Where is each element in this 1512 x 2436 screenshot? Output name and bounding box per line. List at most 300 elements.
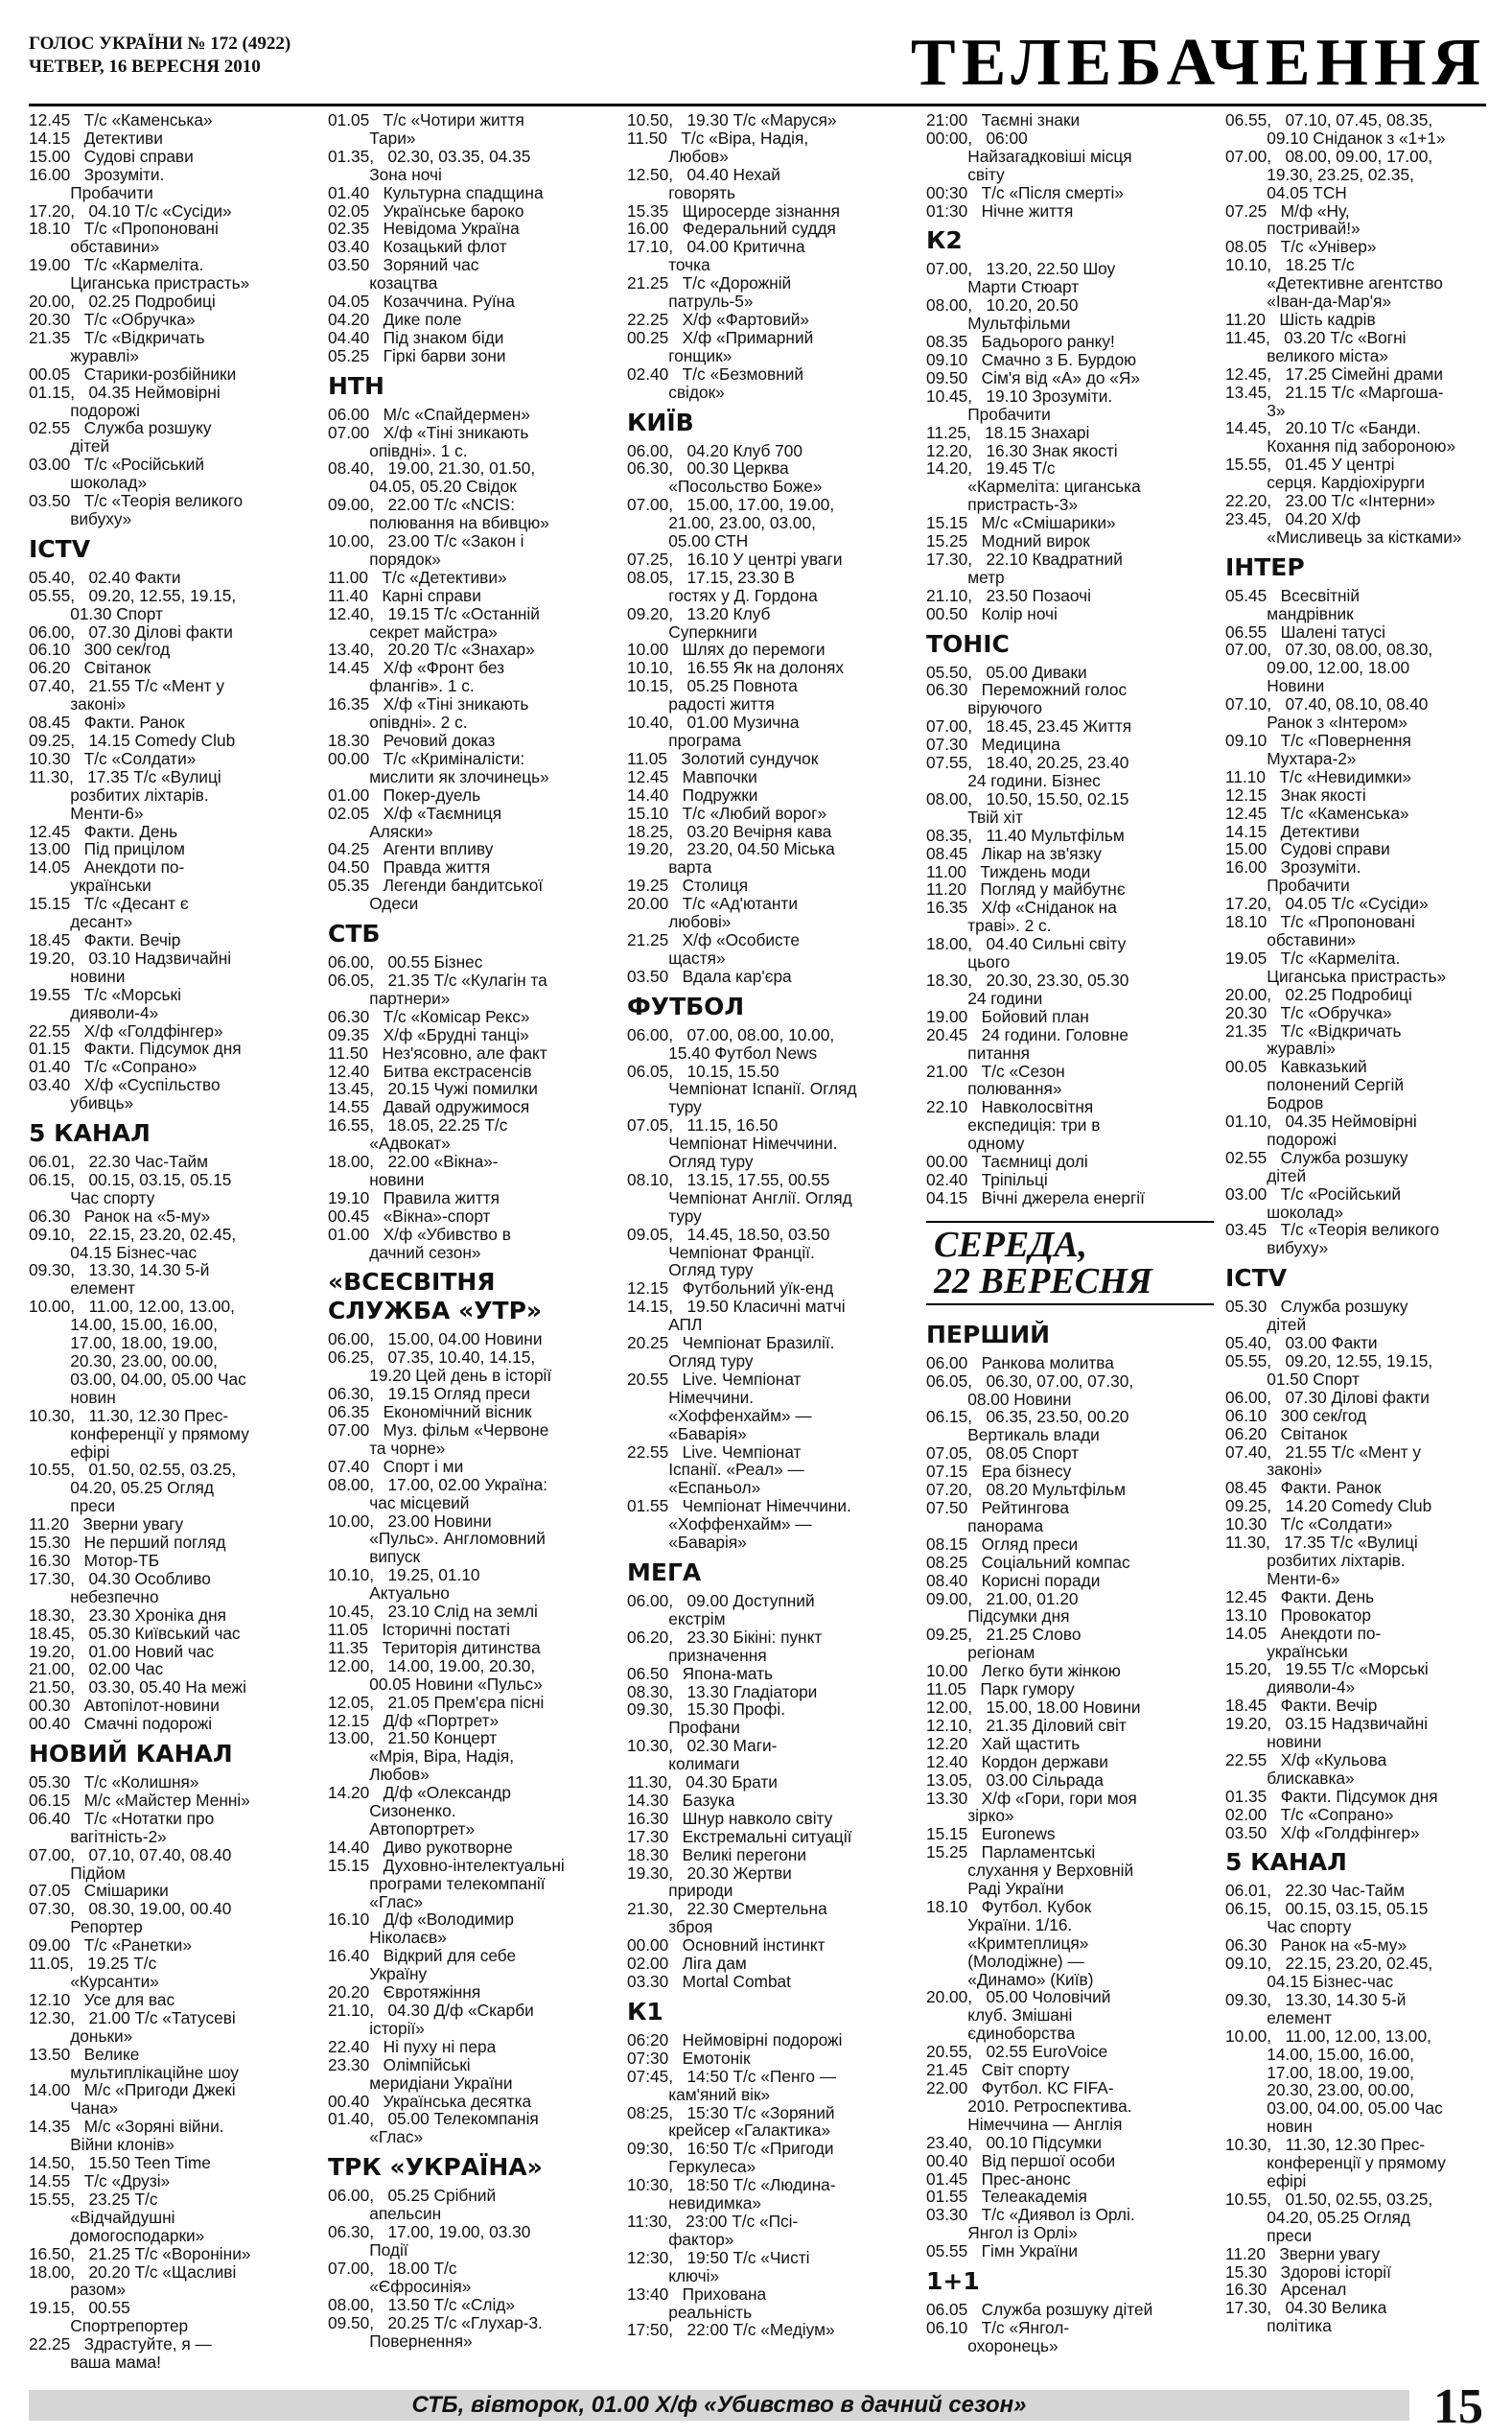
programme-line: преси — [1225, 2225, 1313, 2245]
programme-line: десант» — [29, 912, 133, 932]
programme-line: ключі» — [627, 2265, 720, 2285]
programme-line: єдиноборства — [926, 2024, 1076, 2044]
programme-line: 13.00, 21.50 Концерт — [328, 1728, 498, 1748]
programme-line: патруль-5» — [627, 292, 754, 312]
channel-heading: ТРК «УКРАЇНА» — [328, 2153, 543, 2182]
programme-line: 06.50 Японa-мать — [627, 1663, 774, 1683]
programme-line: 18.30, 20.30, 23.30, 05.30 — [926, 970, 1129, 990]
programme-line: 05.30 Служба розшуку — [1225, 1297, 1408, 1317]
programme-line: 06:20 Неймовірні подорожі — [627, 2029, 843, 2050]
programme-line: 10:30, 18:50 Т/с «Людина- — [627, 2175, 836, 2195]
programme-line: щастя» — [627, 948, 726, 968]
programme-line: 18.30, 23.30 Хроніка дня — [29, 1604, 226, 1625]
programme-line: Чемпіонат Франції. — [627, 1242, 815, 1262]
programme-line: 12.15 Д/ф «Портрет» — [328, 1710, 500, 1730]
programme-line: 08.00, 10.50, 15.50, 02.15 — [926, 788, 1129, 808]
programme-line: 06.15, 06.35, 23.50, 00.20 — [926, 1407, 1129, 1427]
programme-line: 15.30 Здорові історії — [1225, 2261, 1391, 2282]
programme-line: 12.45 Факти. День — [1225, 1586, 1375, 1606]
channel-heading: НТН — [328, 371, 384, 400]
programme-line: 13.45, 20.15 Чужі помилки — [328, 1079, 538, 1099]
programme-line: 16.00 Зрозуміти. — [1225, 857, 1361, 878]
programme-line: свідок» — [627, 382, 725, 402]
programme-line: 04.15 Бізнес-час — [1225, 1972, 1394, 1991]
programme-line: новин — [1225, 2117, 1313, 2137]
programme-line: Любов» — [328, 1765, 430, 1785]
programme-line: 18.00, 20.20 Т/с «Щасливі — [29, 2261, 237, 2282]
programme-line: 09:30, 16:50 Т/с «Пригоди — [627, 2139, 834, 2159]
channel-heading: ІНТЕР — [1225, 552, 1305, 581]
programme-line: Підйом — [29, 1862, 126, 1883]
channel-heading: МЕГА — [627, 1558, 702, 1586]
programme-line: 20.00 Т/с «Ад'ютанти — [627, 894, 798, 914]
programme-line: полювання» — [926, 1079, 1062, 1099]
programme-line: Чемпіонат Англії. Огляд — [627, 1187, 852, 1207]
programme-line: 19.30, 20.30 Жертви — [627, 1862, 792, 1883]
programme-line: 01.35, 02.30, 03.35, 04.35 — [328, 146, 531, 166]
programme-line: партнери» — [328, 988, 451, 1008]
programme-line: 06.05, 06.30, 07.00, 07.30, — [926, 1370, 1134, 1391]
programme-line: Німеччина — Англія — [926, 2114, 1123, 2134]
programme-line: Чемпіонат Іспанії. Огляд — [627, 1079, 857, 1099]
programme-line: 15.35 Щиросерде зізнання — [627, 200, 840, 221]
programme-line: 19.05 Т/с «Кармеліта. — [1225, 948, 1401, 968]
channel-heading: ICTV — [1225, 1264, 1288, 1293]
programme-line: 07.25 М/ф «Ну, — [1225, 200, 1350, 221]
programme-line: законі» — [1225, 1460, 1323, 1480]
programme-line: цього — [926, 952, 1011, 972]
programme-line: 13.05, 03.00 Сільрада — [926, 1769, 1104, 1790]
programme-line: новини — [29, 966, 126, 986]
programme-line: 23.40, 00.10 Підсумки — [926, 2132, 1103, 2152]
programme-line: 16.10 Д/ф «Володимир — [328, 1909, 514, 1930]
programme-line: туру — [627, 1097, 702, 1117]
programme-line: 10.30, 11.30, 12.30 Прес- — [1225, 2135, 1426, 2155]
programme-line: 07.05, 08.05 Спорт — [926, 1443, 1080, 1464]
programme-line: політика — [1225, 2316, 1332, 2336]
programme-line: 15.00 Судові справи — [1225, 839, 1390, 859]
programme-line: 08.35 Бадьорого ранку! — [926, 332, 1115, 352]
programme-line: 05.55, 09.20, 12.55, 19.15, — [29, 585, 237, 605]
programme-line: зброя — [627, 1917, 713, 1937]
programme-line: 03.50 Зоряний час — [328, 255, 479, 275]
programme-line: Іспанії. «Реал» — — [627, 1460, 804, 1480]
programme-line: 20.30 Т/с «Обручка» — [1225, 1002, 1392, 1022]
programme-line: новини — [1225, 1732, 1322, 1752]
programme-line: 02.05 Українське бароко — [328, 200, 524, 221]
channel-heading: ICTV — [29, 534, 91, 563]
programme-line: Твій хіт — [926, 807, 1023, 827]
programme-line: Чемпіонат Німеччини. — [627, 1134, 838, 1154]
programme-line: Україну — [328, 1964, 428, 1984]
channel-heading: ТОНІС — [926, 629, 1010, 658]
programme-line: «Баварія» — [627, 1533, 747, 1553]
programme-line: 13.30 Х/ф «Гори, гори моя — [926, 1788, 1137, 1808]
programme-line: 17.20, 04.05 Т/с «Сусіди» — [1225, 894, 1429, 914]
programme-line: 17.30, 04.30 Особливо — [29, 1568, 211, 1588]
programme-line: Сизоненко. — [328, 1801, 456, 1821]
programme-line: 05.55, 09.20, 12.55, 19.15, — [1225, 1351, 1433, 1370]
programme-line: віруючого — [926, 698, 1043, 718]
programme-line: 20.25 Чемпіонат Бразилії. — [627, 1333, 835, 1353]
programme-line: «Глас» — [328, 1891, 424, 1911]
tv-column-1 — [29, 111, 316, 2372]
programme-line: 10.10, 16.55 Як на долонях — [627, 658, 845, 678]
programme-line: 04.40 Під знаком біди — [328, 327, 504, 347]
programme-line: 17.20, 04.10 Т/с «Сусіди» — [29, 200, 232, 221]
programme-line: Підсумки дня — [926, 1606, 1070, 1627]
programme-line: 13.00 Під прицілом — [29, 839, 185, 859]
programme-line: вагітність-2» — [29, 1826, 167, 1846]
programme-line: 08.00, 17.00, 02.00 Україна: — [328, 1474, 548, 1494]
programme-line: 06.10 Т/с «Янгол- — [926, 2317, 1070, 2337]
programme-line: природи — [627, 1881, 733, 1901]
programme-line: 06.00, 15.00, 04.00 Новини — [328, 1329, 543, 1349]
programme-line: 21.00, 23.00, 03.00, — [627, 513, 816, 533]
programme-line: «Баварія» — [627, 1423, 747, 1443]
programme-line: зірко» — [926, 1806, 1014, 1826]
programme-line: вибуху» — [29, 508, 132, 528]
programme-line: Суперкниги — [627, 621, 757, 642]
programme-line: 10.45, 19.10 Зрозуміти. — [926, 386, 1113, 406]
programme-line: 19.00 Бойовий план — [926, 1006, 1089, 1026]
day-banner — [926, 1221, 1214, 1305]
programme-line: 19.20 Цей день в історії — [328, 1366, 552, 1386]
programme-line: 16.40 Відкрий для себе — [328, 1946, 517, 1966]
programme-line: 15.15 М/с «Смішарики» — [926, 513, 1116, 533]
programme-line: Огляд туру — [627, 1260, 754, 1280]
programme-line: 09.25, 14.20 Comedy Club — [1225, 1496, 1432, 1516]
channel-heading: ФУТБОЛ — [627, 992, 745, 1020]
page-number: 15 — [1433, 2379, 1483, 2434]
programme-line: призначення — [627, 1645, 767, 1665]
programme-line: 19.25 Столиця — [627, 876, 749, 896]
programme-line: 14.55 Давай одружимося — [328, 1097, 530, 1117]
programme-line: 02.40 Т/с «Безмовний — [627, 363, 804, 384]
programme-line: 16.50, 21.25 Т/с «Вороніни» — [29, 2243, 251, 2263]
programme-line: 03.00, 04.00, 05.00 Час — [1225, 2098, 1443, 2119]
programme-line: 19.20, 01.00 Новий час — [29, 1641, 215, 1661]
programme-line: розбитих ліхтарів. — [1225, 1550, 1406, 1570]
programme-line: 01.40 Культурна спадщина — [328, 182, 544, 202]
programme-line: Війни клонів» — [29, 2135, 175, 2155]
programme-line: 18.25, 03.20 Вечірня кава — [627, 821, 832, 841]
programme-line: 01.35 Факти. Підсумок дня — [1225, 1786, 1438, 1806]
programme-line: 21.00 Т/с «Сезон — [926, 1061, 1065, 1081]
programme-line: невидимка» — [627, 2193, 761, 2213]
programme-line: 03.40 Козацький флот — [328, 237, 507, 257]
programme-line: 08.45 Факти. Ранок — [29, 713, 185, 733]
programme-line: 07.00, 18.45, 23.45 Життя — [926, 716, 1132, 737]
programme-line: 16.30 Шнур навколо світу — [627, 1808, 833, 1828]
programme-line: полювання на вбивцю» — [328, 513, 549, 533]
programme-line: кам'яний вік» — [627, 2084, 771, 2104]
programme-line: 14.20 Д/ф «Олександр — [328, 1783, 511, 1803]
programme-line: Марти Стюарт — [926, 277, 1080, 297]
programme-line: 15.20, 19.55 Т/с «Морські — [1225, 1659, 1429, 1679]
programme-line: Аляски» — [328, 821, 433, 841]
programme-line: 07.10, 07.40, 08.10, 08.40 — [1225, 694, 1429, 714]
programme-line: убивць» — [29, 1093, 134, 1113]
programme-line: 18.00, 04.40 Сильні світу — [926, 934, 1127, 954]
programme-line: 06.30 Переможний голос — [926, 680, 1128, 700]
programme-line: 21.00, 02.00 Час — [29, 1659, 164, 1679]
programme-line: новин — [29, 1387, 116, 1407]
programme-line: 07.00, 18.00 Т/с — [328, 2258, 457, 2278]
programme-line: 12.20 Хай щастить — [926, 1733, 1081, 1753]
programme-line: Чана» — [29, 2098, 119, 2119]
programme-line: 07.25, 16.10 У центрі уваги — [627, 549, 843, 569]
programme-line: 14.40 Диво рукотворне — [328, 1837, 513, 1857]
programme-line: 03.50 Х/ф «Голдфінгер» — [1225, 1822, 1420, 1842]
programme-line: дияволи-4» — [1225, 1677, 1356, 1698]
programme-line: Ранок з «Інтером» — [1225, 713, 1408, 733]
programme-line: 20.30, 23.00, 00.00, — [29, 1351, 218, 1370]
programme-line: 22.40 Ні пуху ні пера — [328, 2036, 497, 2056]
programme-line: 08.30, 13.30 Гладіатори — [627, 1681, 818, 1701]
tv-column-5 — [1225, 111, 1486, 2335]
tv-column-2 — [328, 111, 616, 2350]
programme-line: 21.25 Т/с «Дорожній — [627, 273, 792, 293]
programme-line: (Молодіжне) — — [926, 1951, 1084, 1971]
programme-line: 03.45 Т/с «Теорія великого — [1225, 1220, 1440, 1240]
programme-line: 05.50, 05.00 Диваки — [926, 662, 1087, 682]
programme-line: 15.55, 23.25 Т/с — [29, 2189, 158, 2209]
programme-line: 07.40 Спорт і ми — [328, 1456, 464, 1476]
programme-line: 13.10 Провокатор — [1225, 1604, 1372, 1625]
programme-line: 07.00, 15.00, 17.00, 19.00, — [627, 495, 835, 515]
programme-line: 01.40 Т/с «Сопрано» — [29, 1057, 198, 1077]
programme-line: любові» — [627, 912, 732, 932]
programme-line: 12.10 Усе для вас — [29, 1989, 175, 2009]
programme-line: 06.10 300 сек/год — [29, 640, 171, 660]
programme-line: 14.45 Х/ф «Фронт без — [328, 658, 505, 678]
programme-line: 11.30, 17.35 Т/с «Вулиці — [1225, 1533, 1418, 1553]
programme-line: 03.30 Т/с «Диявол із Орлі. — [926, 2205, 1135, 2225]
programme-line: 02.00 Ліга дам — [627, 1954, 747, 1974]
programme-line: 21.35 Т/с «Відкричать — [29, 327, 205, 347]
programme-line: клуб. Змішані — [926, 2005, 1073, 2026]
programme-line: Актуально — [328, 1583, 450, 1604]
programme-line: 10.30, 11.30, 12.30 Прес- — [29, 1405, 229, 1425]
programme-line: 09.25, 14.15 Comedy Club — [29, 731, 236, 750]
programme-line: 07.50 Рейтингова — [926, 1498, 1069, 1517]
programme-line: 12.05, 21.05 Прем'єра пісні — [328, 1692, 545, 1712]
programme-line: шоколад» — [29, 473, 148, 493]
programme-line: 06.00, 07.30 Ділові факти — [1225, 1387, 1430, 1407]
programme-line: 15.40 Футбол News — [627, 1042, 818, 1063]
programme-line: 03.30 Mortal Combat — [627, 1972, 791, 1991]
programme-line: «Адвокат» — [328, 1134, 451, 1154]
programme-line: 08.45 Факти. Ранок — [1225, 1478, 1382, 1498]
programme-line: Янгол із Орлі» — [926, 2223, 1078, 2243]
programme-line: 06.35 Економічний вісник — [328, 1402, 532, 1422]
programme-line: 12.00, 15.00, 18.00 Новини — [926, 1697, 1141, 1717]
programme-line: 01.15, 04.35 Неймовірні — [29, 382, 221, 402]
programme-line: 06.20 Світанок — [1225, 1423, 1348, 1443]
programme-line: дачний сезон» — [328, 1242, 481, 1262]
programme-line: 10.10, 18.25 Т/с — [1225, 255, 1355, 275]
programme-line: 11.05 Парк гумору — [926, 1679, 1075, 1699]
programme-line: 06.00, 00.55 Бізнес — [328, 952, 483, 972]
programme-line: 11.20 Зверни увагу — [29, 1514, 184, 1534]
programme-line: 02.40 Тріпільці — [926, 1169, 1048, 1189]
programme-line: 08.35, 11.40 Мультфільм — [926, 825, 1125, 845]
programme-line: разом» — [29, 2280, 127, 2300]
programme-line: 09.05, 14.45, 18.50, 03.50 — [627, 1224, 830, 1244]
programme-line: 21.25 Х/ф «Особисте — [627, 929, 801, 949]
programme-line: 14.00, 15.00, 16.00, — [29, 1315, 218, 1335]
programme-line: 12:30, 19:50 Т/с «Чисті — [627, 2247, 810, 2267]
programme-line: 03.50 Т/с «Теорія великого — [29, 491, 244, 511]
programme-line: дітей — [1225, 1315, 1307, 1335]
programme-line: 08.15 Огляд преси — [926, 1534, 1079, 1554]
programme-line: 11.50 Нез'ясовно, але факт — [328, 1042, 547, 1063]
publication-name: ГОЛОС УКРАЇНИ № 172 (4922) — [29, 34, 291, 54]
programme-line: опівдні». 2 с. — [328, 713, 468, 733]
programme-line: Циганська пристрасть» — [29, 273, 250, 293]
programme-line: 09.10, 22.15, 23.20, 02.45, — [1225, 1954, 1433, 1974]
programme-line: «Кармеліта: циганська — [926, 477, 1141, 497]
channel-heading: 5 КАНАЛ — [29, 1119, 151, 1148]
programme-line: 09.50, 20.25 Т/с «Глухар-3. — [328, 2312, 543, 2332]
programme-line: пристрасть-3» — [926, 495, 1079, 515]
programme-line: 22.10 Навколосвітня — [926, 1097, 1094, 1117]
programme-line: 17.00, 18.00, 19.00, — [1225, 2062, 1414, 2082]
programme-line: 18.45 Факти. Вечір — [29, 929, 181, 949]
programme-line: подорожі — [1225, 1129, 1337, 1149]
programme-line: 12.15 Футбольний уїк-енд — [627, 1278, 834, 1299]
programme-line: Бодров — [1225, 1093, 1324, 1113]
programme-line: та чорне» — [328, 1438, 446, 1458]
programme-line: 00.05 Старики-розбійники — [29, 363, 237, 384]
channel-heading: К1 — [627, 1997, 663, 2026]
programme-line: Спортрепортер — [29, 2316, 189, 2336]
programme-line: 07.00 Муз. фільм «Червоне — [328, 1420, 549, 1440]
programme-line: 06.00 Ранкова молитва — [926, 1352, 1114, 1372]
programme-line: конференції у прямому — [1225, 2153, 1446, 2173]
programme-line: 10.55, 01.50, 02.55, 03.25, — [29, 1460, 237, 1480]
programme-line: 05.45 Всесвітній — [1225, 585, 1361, 605]
programme-line: «Іван-да-Мар'я» — [1225, 292, 1392, 312]
programme-line: Пробачити — [1225, 876, 1350, 896]
programme-line: 01.00 Х/ф «Убивство в — [328, 1224, 511, 1244]
programme-line: 22.25 Здрастуйте, я — — [29, 2334, 212, 2354]
programme-line: ефірі — [1225, 2170, 1307, 2190]
programme-line: 01.00 Покер-дуель — [328, 785, 481, 805]
programme-line: 05.40, 03.00 Факти — [1225, 1333, 1378, 1353]
programme-line: Найзагадковіші місця — [926, 146, 1132, 166]
programme-line: 12.45, 17.25 Сімейні драми — [1225, 363, 1443, 384]
programme-line: 04.20, 05.25 Огляд — [1225, 2207, 1410, 2227]
programme-line: 15.10 Т/с «Любий ворог» — [627, 803, 827, 823]
programme-line: 21.45 Світ спорту — [926, 2060, 1070, 2080]
programme-line: 20.00, 05.00 Чоловічий — [926, 1987, 1111, 2007]
programme-line: Раді України — [926, 1879, 1064, 1899]
programme-line: 07.00, 07.30, 08.00, 08.30, — [1225, 640, 1433, 660]
programme-line: 11.30, 17.35 Т/с «Вулиці — [29, 766, 221, 786]
programme-line: 06.30 Ранок на «5-му» — [1225, 1935, 1407, 1956]
programme-line: 01.50 Спорт — [1225, 1369, 1360, 1389]
programme-line: 07.30, 08.30, 19.00, 00.40 — [29, 1899, 232, 1919]
programme-line: Мухтара-2» — [1225, 748, 1357, 768]
programme-line: 04.05 Козаччина. Руїна — [328, 292, 515, 312]
programme-line: 06.05, 21.35 Т/с «Кулагін та — [328, 970, 547, 990]
programme-line: 20.55, 02.55 EuroVoice — [926, 2042, 1108, 2062]
programme-line: регіонам — [926, 1643, 1035, 1663]
programme-line: 18.10 Футбол. Кубок — [926, 1896, 1092, 1916]
programme-line: 09.00, 12.00, 18.00 — [1225, 658, 1410, 678]
programme-line: 19.20, 03.15 Надзвичайні — [1225, 1714, 1429, 1734]
programme-line: елемент — [1225, 2007, 1332, 2027]
programme-line: 11.00 Т/с «Детективи» — [328, 567, 507, 587]
programme-line: мандрівник — [1225, 603, 1354, 623]
programme-line: 04.20 Дике поле — [328, 309, 462, 329]
programme-line: 09.00, 22.00 Т/с «NCIS: — [328, 495, 515, 515]
programme-line: 00.30 Автопілот-новини — [29, 1696, 220, 1716]
programme-line: 20.20 Євротяжіння — [328, 1982, 481, 2003]
programme-line: 17.30, 04.30 Велика — [1225, 2298, 1387, 2318]
programme-line: Одеси — [328, 894, 419, 914]
programme-line: 20.45 24 години. Головне — [926, 1024, 1129, 1044]
programme-line: 15.15 Т/с «Десант є — [29, 894, 189, 914]
programme-line: 13.45, 21.15 Т/с «Маргоша- — [1225, 382, 1444, 402]
programme-line: розбитих ліхтарів. — [29, 785, 209, 805]
programme-line: 07.00, 13.20, 22.50 Шоу — [926, 259, 1116, 279]
channel-heading: «ВСЕСВІТНЯ СЛУЖБА «УТР» — [328, 1268, 543, 1325]
programme-line: говорять — [627, 182, 736, 202]
programme-line: 06.15 М/с «Майстер Менні» — [29, 1790, 250, 1810]
programme-line: 10.45, 23.10 Слід на землі — [328, 1602, 538, 1622]
programme-line: 13.40, 20.20 Т/с «Знахар» — [328, 640, 535, 660]
header-rule — [29, 104, 1486, 106]
programme-line: 04.05 ТСН — [1225, 182, 1347, 202]
programme-line: обставини» — [1225, 929, 1357, 949]
programme-line: 14.00, 15.00, 16.00, — [1225, 2044, 1414, 2064]
programme-line: 06.30 Ранок на «5-му» — [29, 1206, 211, 1226]
programme-line: 08.45 Лікар на зв'язку — [926, 843, 1102, 863]
programme-line: українськи — [29, 876, 151, 896]
programme-line: законі» — [29, 694, 127, 714]
programme-line: 00.00 Т/с «Криміналісти: — [328, 748, 525, 768]
programme-line: 11.30, 04.30 Брати — [627, 1772, 778, 1792]
programme-line: 15.30 Не перший погляд — [29, 1533, 226, 1553]
programme-line: 06.30 Т/с «Комісар Рекс» — [328, 1006, 530, 1026]
programme-line: опівдні». 1 с. — [328, 440, 468, 460]
programme-line: 04.05, 05.20 Свідок — [328, 477, 517, 497]
programme-line: 23.30 Олімпійські — [328, 2054, 471, 2074]
programme-line: 03.50 Вдала кар'єра — [627, 966, 792, 986]
programme-line: Німеччини. — [627, 1387, 755, 1407]
programme-line: 24 години. Бізнес — [926, 771, 1101, 790]
programme-line: 12.40 Кордон держави — [926, 1751, 1108, 1771]
programme-line: охоронець» — [926, 2335, 1058, 2355]
programme-line: радості життя — [627, 694, 775, 714]
programme-line: 11.25, 18.15 Знахарі — [926, 422, 1090, 442]
programme-line: Вертикаль влади — [926, 1425, 1100, 1445]
programme-line: 22.20, 23.00 Т/с «Інтерни» — [1225, 491, 1436, 511]
programme-line: колимаги — [627, 1754, 740, 1774]
programme-line: 14.45, 20.10 Т/с «Банди. — [1225, 418, 1421, 438]
programme-line: 02.00 Т/с «Сопрано» — [1225, 1804, 1394, 1824]
programme-line: 06.15, 00.15, 03.15, 05.15 — [29, 1169, 232, 1189]
programme-line: 10.10, 19.25, 01.10 — [328, 1565, 480, 1585]
programme-line: реальність — [627, 2302, 753, 2322]
programme-line: 06.30, 17.00, 19.00, 03.30 — [328, 2222, 531, 2242]
programme-line: мультиплікаційне шоу — [29, 2062, 239, 2082]
programme-line: панорама — [926, 1515, 1044, 1535]
programme-line: 20.00, 02.25 Подробиці — [29, 292, 216, 312]
